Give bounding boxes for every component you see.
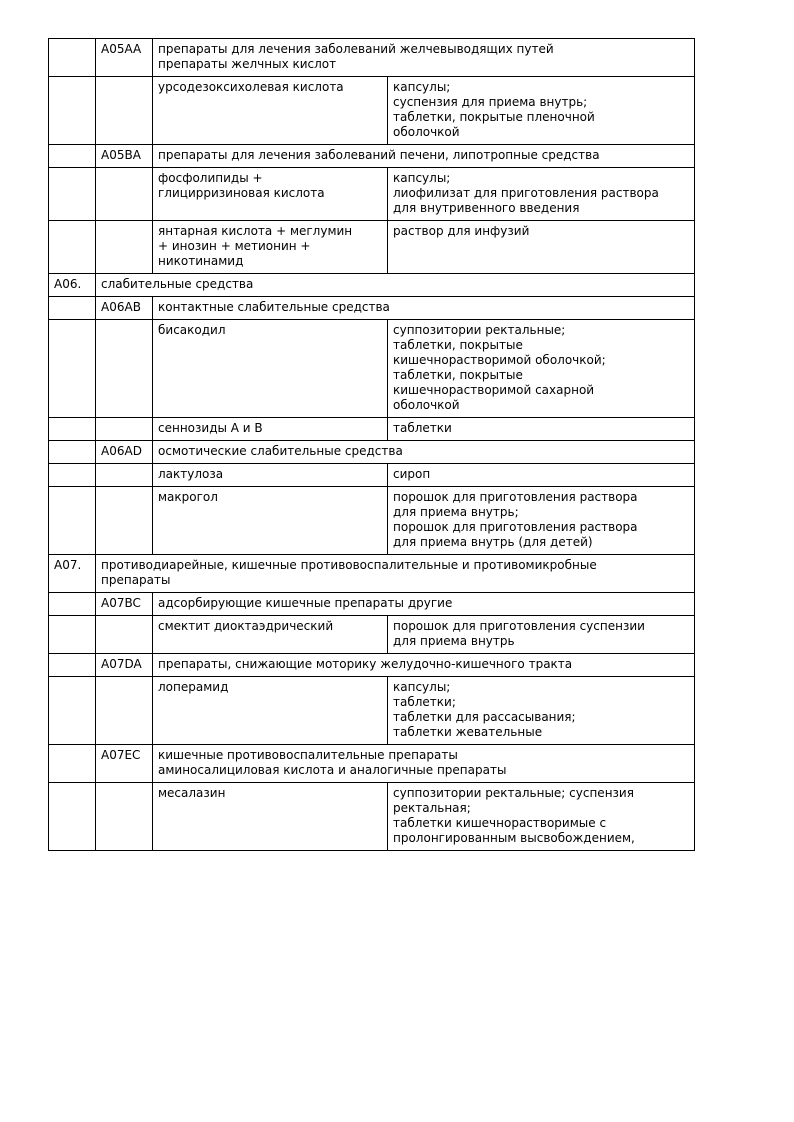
drug-name-line: + инозин + метионин + <box>158 239 311 253</box>
group-code-cell: A07. <box>49 555 96 593</box>
drug-row <box>49 677 695 745</box>
group-code-cell: A06. <box>49 274 96 297</box>
drug-name-cell <box>153 320 388 418</box>
empty-cell <box>96 487 153 555</box>
drug-name-cell <box>153 487 388 555</box>
dosage-form-line: для приема внутрь; <box>393 505 519 519</box>
drug-name-line: урсодезоксихолевая кислота <box>158 80 344 94</box>
dosage-form-cell <box>388 320 695 418</box>
dosage-form-line: сироп <box>393 467 431 481</box>
subgroup-title-cell <box>153 297 695 320</box>
dosage-form-line: порошок для приготовления суспензии <box>393 619 645 633</box>
sub-row <box>49 297 695 320</box>
empty-cell <box>49 221 96 274</box>
drug-name-cell <box>153 677 388 745</box>
group-row <box>49 555 695 593</box>
dosage-form-line: кишечнорастворимой сахарной <box>393 383 595 397</box>
dosage-form-cell <box>388 487 695 555</box>
dosage-form-line: для внутривенного введения <box>393 201 580 215</box>
dosage-form-cell <box>388 77 695 145</box>
empty-cell <box>96 221 153 274</box>
empty-cell <box>49 654 96 677</box>
drug-name-cell <box>153 77 388 145</box>
sub-row <box>49 593 695 616</box>
empty-cell <box>49 487 96 555</box>
empty-cell <box>49 783 96 851</box>
drug-name-line: месалазин <box>158 786 226 800</box>
sub-row <box>49 145 695 168</box>
dosage-form-cell <box>388 677 695 745</box>
subgroup-code-cell: A05AA <box>96 39 153 77</box>
subgroup-title-line: осмотические слабительные средства <box>158 444 403 458</box>
drug-row <box>49 418 695 441</box>
empty-cell <box>96 77 153 145</box>
empty-cell <box>49 464 96 487</box>
group-title-line: противодиарейные, кишечные противовоспалительные и противомикробные <box>101 558 597 572</box>
group-title-cell <box>96 274 695 297</box>
dosage-form-line: таблетки, покрытые пленочной <box>393 110 595 124</box>
drug-row <box>49 168 695 221</box>
dosage-form-cell <box>388 616 695 654</box>
subgroup-code-cell: A07EC <box>96 745 153 783</box>
dosage-form-line: таблетки, покрытые <box>393 368 523 382</box>
sub-row <box>49 745 695 783</box>
dosage-form-line: оболочкой <box>393 125 460 139</box>
empty-cell <box>49 616 96 654</box>
drug-name-cell <box>153 616 388 654</box>
group-title-line: слабительные средства <box>101 277 254 291</box>
empty-cell <box>49 77 96 145</box>
drug-name-cell <box>153 221 388 274</box>
group-row <box>49 274 695 297</box>
subgroup-title-cell <box>153 593 695 616</box>
subgroup-title-cell <box>153 441 695 464</box>
empty-cell <box>49 677 96 745</box>
drug-name-cell <box>153 464 388 487</box>
drug-name-line: никотинамид <box>158 254 244 268</box>
drug-name-line: лоперамид <box>158 680 229 694</box>
dosage-form-line: капсулы; <box>393 80 451 94</box>
dosage-form-line: раствор для инфузий <box>393 224 530 238</box>
empty-cell <box>49 745 96 783</box>
drug-name-line: смектит диоктаэдрический <box>158 619 334 633</box>
subgroup-code-cell: A06AB <box>96 297 153 320</box>
group-title-line: препараты <box>101 573 171 587</box>
dosage-form-line: таблетки для рассасывания; <box>393 710 576 724</box>
empty-cell <box>49 168 96 221</box>
empty-cell <box>49 418 96 441</box>
drug-name-cell <box>153 168 388 221</box>
subgroup-title-line: препараты для лечения заболеваний желчевыводящих путей <box>158 42 554 56</box>
empty-cell <box>96 616 153 654</box>
drug-name-line: фосфолипиды + <box>158 171 263 185</box>
dosage-form-line: лиофилизат для приготовления раствора <box>393 186 659 200</box>
drug-row <box>49 221 695 274</box>
subgroup-code-cell: A07BC <box>96 593 153 616</box>
table-body <box>49 39 695 851</box>
sub-row <box>49 441 695 464</box>
dosage-form-line: для приема внутрь <box>393 634 515 648</box>
subgroup-title-cell <box>153 39 695 77</box>
dosage-form-line: ректальная; <box>393 801 471 815</box>
drug-row <box>49 320 695 418</box>
dosage-form-cell <box>388 783 695 851</box>
drug-name-line: макрогол <box>158 490 218 504</box>
drug-row <box>49 77 695 145</box>
dosage-form-line: таблетки; <box>393 695 456 709</box>
dosage-form-line: оболочкой <box>393 398 460 412</box>
dosage-form-line: порошок для приготовления раствора <box>393 490 638 504</box>
dosage-form-line: порошок для приготовления раствора <box>393 520 638 534</box>
dosage-form-line: суппозитории ректальные; суспензия <box>393 786 634 800</box>
dosage-form-line: капсулы; <box>393 171 451 185</box>
drug-name-line: глицирризиновая кислота <box>158 186 325 200</box>
drug-row <box>49 487 695 555</box>
dosage-form-line: кишечнорастворимой оболочкой; <box>393 353 606 367</box>
drug-row <box>49 616 695 654</box>
subgroup-title-line: аминосалициловая кислота и аналогичные препараты <box>158 763 507 777</box>
drug-name-line: янтарная кислота + меглумин <box>158 224 353 238</box>
drug-name-line: лактулоза <box>158 467 224 481</box>
dosage-form-line: таблетки <box>393 421 452 435</box>
empty-cell <box>49 320 96 418</box>
dosage-form-line: капсулы; <box>393 680 451 694</box>
dosage-form-line: таблетки, покрытые <box>393 338 523 352</box>
subgroup-title-line: контактные слабительные средства <box>158 300 390 314</box>
dosage-form-cell <box>388 464 695 487</box>
subgroup-code-cell: A07DA <box>96 654 153 677</box>
drug-name-cell <box>153 783 388 851</box>
dosage-form-cell <box>388 418 695 441</box>
subgroup-code-cell: A06AD <box>96 441 153 464</box>
empty-cell <box>49 441 96 464</box>
drug-name-line: бисакодил <box>158 323 226 337</box>
subgroup-title-line: препараты, снижающие моторику желудочно-кишечного тракта <box>158 657 573 671</box>
empty-cell <box>96 418 153 441</box>
subgroup-code-cell: A05BA <box>96 145 153 168</box>
subgroup-title-line: препараты желчных кислот <box>158 57 337 71</box>
drug-classification-table <box>48 38 695 851</box>
empty-cell <box>96 168 153 221</box>
subgroup-title-cell <box>153 145 695 168</box>
drug-row <box>49 783 695 851</box>
dosage-form-line: таблетки кишечнорастворимые с <box>393 816 607 830</box>
sub-row <box>49 39 695 77</box>
empty-cell <box>49 145 96 168</box>
drug-row <box>49 464 695 487</box>
empty-cell <box>96 677 153 745</box>
empty-cell <box>49 297 96 320</box>
empty-cell <box>49 39 96 77</box>
drug-name-line: сеннозиды А и В <box>158 421 263 435</box>
empty-cell <box>96 320 153 418</box>
dosage-form-cell <box>388 168 695 221</box>
subgroup-title-line: кишечные противовоспалительные препараты <box>158 748 458 762</box>
dosage-form-cell <box>388 221 695 274</box>
dosage-form-line: таблетки жевательные <box>393 725 543 739</box>
subgroup-title-line: препараты для лечения заболеваний печени, липотропные средства <box>158 148 600 162</box>
dosage-form-line: суппозитории ректальные; <box>393 323 566 337</box>
dosage-form-line: суспензия для приема внутрь; <box>393 95 588 109</box>
drug-name-cell <box>153 418 388 441</box>
sub-row <box>49 654 695 677</box>
dosage-form-line: пролонгированным высвобождением, <box>393 831 635 845</box>
empty-cell <box>96 783 153 851</box>
empty-cell <box>96 464 153 487</box>
empty-cell <box>49 593 96 616</box>
dosage-form-line: для приема внутрь (для детей) <box>393 535 593 549</box>
group-title-cell <box>96 555 695 593</box>
subgroup-title-cell <box>153 745 695 783</box>
subgroup-title-cell <box>153 654 695 677</box>
subgroup-title-line: адсорбирующие кишечные препараты другие <box>158 596 453 610</box>
